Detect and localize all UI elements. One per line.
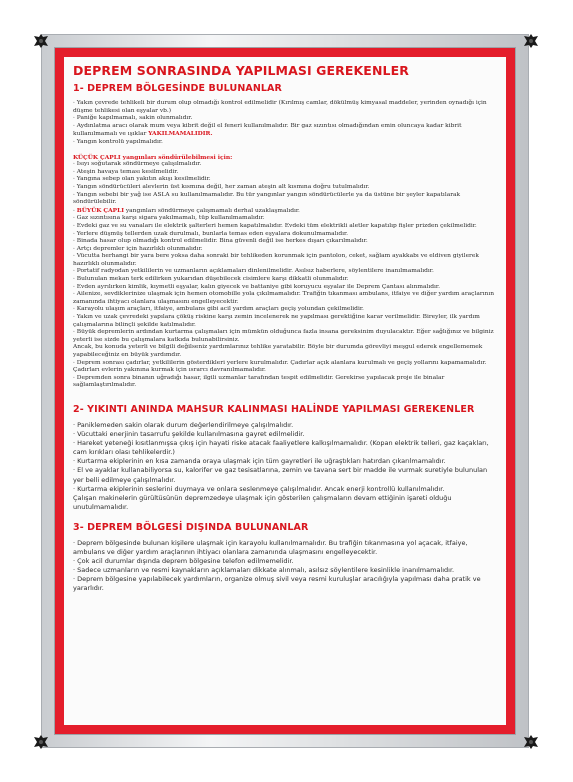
list-item: · Binada hasar olup olmadığı kontrol edilmelidir. Bina güvenli değil ise herkes dışarı çıkarılmalıdır. <box>73 238 368 245</box>
big-fire-label: BÜYÜK ÇAPLI <box>76 206 124 214</box>
section-3-list <box>73 539 498 594</box>
list-item: · Portatif radyodan yetkililerin ve uzmanların açıklamaları dinlenilmelidir. Asılsız haberlere, söylentilere inanılmamalıdır. <box>73 268 434 275</box>
section-2-title: 2- YIKINTI ANINDA MAHSUR KALINMASI HALİNDE YAPILMASI GEREKENLER <box>73 403 475 415</box>
list-item: · Kurtarma ekiplerinin seslerini duymaya ve onlara seslenmeye çalışılmalıdır. Ancak enerji kontrollü kullanılmalıdır. <box>73 484 445 493</box>
list-item: · Yangın söndürücüleri alevlerin üst kısmına değil, her zaman ateşin alt kısmına doğru tutulmalıdır. <box>73 183 370 190</box>
list-item: · Yangın kontrolü yapılmalıdır. <box>73 138 163 145</box>
list-item: · Bulunulan mekan terk edilirken yukarıdan düşebilecek cisimlere karşı dikkatli olunmalıdır. <box>73 276 349 283</box>
list-item: Çalışan makinelerin gürültüsünün depremzedeye ulaşmak için gösterilen çalışmaların devam ettiğinin işareti olduğu unutulmamalıdır. <box>73 493 452 511</box>
list-item: · Büyük depremlerin ardından kurtarma çalışmaları için mümkün olduğunca fazla insana gereksinim duyulacaktır. Eğer sağlığınız ve bilginiz yeterli ise sizde bu çalışmalara katkıda bulunabilirsiniz. <box>73 329 494 343</box>
section-1-list-a <box>73 100 498 147</box>
section-1-title: 1- DEPREM BÖLGESİNDE BULUNANLAR <box>73 83 282 94</box>
frame-clip-icon <box>523 734 539 750</box>
list-item: · Deprem bölgesine yapılabilecek yardımların, organize olmuş sivil veya resmi kuruluşlar aracılığıyla yapılması daha pratik ve yararlıdır. <box>73 575 481 593</box>
list-item: · BÜYÜK ÇAPLI yangınları söndürmeye çalışmamalı derhal uzaklaşmalıdır. <box>73 206 300 214</box>
list-item: · Evdeki gaz ve su vanaları ile elektrik şalterleri hemen kapatılmalıdır. Evdeki tüm elektrikli aletler kapatılıp fişler prizden çekilmelidir. <box>73 222 477 229</box>
list-item: · Vücuttaki enerjinin tasarrufu şekilde kullanılmasına gayret edilmelidir. <box>73 430 305 439</box>
list-item: · Kurtarma ekiplerinin en kısa zamanda oraya ulaşmak için tüm gayretleri ile uğraştıkları hatırdan çıkarılmamalıdır. <box>73 457 446 466</box>
warning-text: YAKILMAMALIDIR. <box>148 130 213 138</box>
list-item: · Ailenize, sevdiklerinize ulaşmak için hemen otomobille yola çıkılmamalıdır. Trafiğin tıkanması ambulans, itfaiye ve diğer yardım araçlarının zamanında ihtiyacı olanlara ulaşmasını engelleyecektir. <box>73 291 495 305</box>
list-item-text: · Aydınlatma aracı olarak mum veya kibrit değil el feneri kullanılmalıdır. Bir gaz sızıntısı olmadığından emin oluncaya kadar kibrit kullanılmamalı ve ışıklar <box>73 122 462 138</box>
page-title: DEPREM SONRASINDA YAPILMASI GEREKENLER <box>73 63 409 78</box>
list-item: · Deprem bölgesinde bulunan kişilere ulaşmak için karayolu kullanılmamalıdır. Bu trafiğin tıkanmasına yol açacak, itfaiye, ambulans ve diğer yardım araçlarının ihtiyacı olanlara zamanında ulaşmasını engelleyecektir. <box>73 538 468 556</box>
list-item: · Ateşin havaya teması kesilmelidir. <box>73 168 179 175</box>
poster-frame <box>41 34 529 748</box>
list-item: · Evden ayrılırken kimlik, kıymetli eşyalar, kalın giyecek ve battaniye gibi koruyucu eşyalar ile Deprem Çantası alınmalıdır. <box>73 283 440 290</box>
section-3-title: 3- DEPREM BÖLGESİ DIŞINDA BULUNANLAR <box>73 521 309 533</box>
list-item: · Deprem sonrası çadırlar, yetkililerin gösterdikleri yerlere kurulmalıdır. Çadırlar açık alanlara kurulmalı ve geçiş yollarını kapamamalıdır. Çadırları evlerin yakınına kurmak için ısrarcı davranılmamalıdır. <box>73 359 487 374</box>
red-border <box>55 48 515 734</box>
frame-clip-icon <box>33 33 49 49</box>
list-item: · Gaz sızıntısına karşı sigara yakılmamalı, tüp kullanılmamalıdır. <box>73 215 265 222</box>
frame-clip-icon <box>523 33 539 49</box>
list-item: · Vücutta herhangi bir yara bere yoksa daha sonraki bir tehlikeden korunmak için pantolon, ceket, sağlam ayakkabı ve eldiven giyilerek hazırlıklı olunmalıdır. <box>73 253 479 267</box>
list-item: · Paniğe kapılmamalı, sakin olunmalıdır. <box>73 115 193 122</box>
section-2-list <box>73 421 498 512</box>
frame-clip-icon <box>33 734 49 750</box>
list-item: · Yangın sebebi bir yağ ise ASLA su kullanılmamalıdır. Bu tür yangınlar yangın söndürücülerle ya da üstüne bir şeyler kapatılarak söndürülebilir. <box>73 191 461 206</box>
list-item: · Yangına sebep olan yakıtın akışı kesilmelidir. <box>73 176 211 183</box>
list-item-text: yangınları söndürmeye çalışmamalı derhal uzaklaşmalıdır. <box>123 207 300 214</box>
list-item: · Yakın ve uzak çevredeki yapılara çöküş riskine karşı zemin incelenerek ne yapılması gerektiğine karar verilmelidir. Bireyler, ilk yardım çalışmalarına bilinçli şekilde katılmalıdır. <box>73 314 480 328</box>
list-item: · Sadece uzmanların ve resmi kaynakların açıklamaları dikkate alınmalı, asılsız söylentilere kesinlikle inanılmamalıdır. <box>73 566 455 575</box>
list-item <box>73 123 498 139</box>
section-1-list-b <box>73 154 498 390</box>
list-item: · Isıyı soğutarak söndürmeye çalışılmalıdır. <box>73 161 202 168</box>
list-item: · Yakın çevrede tehlikeli bir durum olup olmadığı kontrol edilmelidir (Kırılmış camlar, dökülmüş kimyasal maddeler, yerinden oynadığı için düşme tehlikesi olan eşyalar vb.) <box>73 100 487 114</box>
poster-content <box>73 63 498 593</box>
list-item: · Paniklemeden sakin olarak durum değerlendirilmeye çalışılmalıdır. <box>73 420 294 429</box>
list-item: · Depremden sonra binanın uğradığı hasar, ilgili uzmanlar tarafından tespit edilmelidir. Gerekirse yapılacak proje ile binalar sağlamlaştırılmalıdır. <box>73 374 445 389</box>
list-item: · Karayolu ulaşım araçları, itfaiye, ambulans gibi acil yardım araçları geçiş yolundan çekilmelidir. <box>73 306 364 313</box>
list-item: · El ve ayaklar kullanabiliyorsa su, kalorifer ve gaz tesisatlarına, zemin ve tavana sert bir madde ile vurmak suretiyle bulunulan yer belli edilmeye çalışılmalıdır. <box>73 466 488 484</box>
list-item: · Yerlere düşmüş tellerden uzak durulmalı, bunlarla temas eden eşyalara dokunulmamalıdır. <box>73 230 349 237</box>
small-fire-subheading: KÜÇÜK ÇAPLI yangınları söndürülebilmesi için: <box>73 153 233 161</box>
list-item: · Artçı depremler için hazırlıklı olunmalıdır. <box>73 245 203 252</box>
list-item: Ancak, bu konuda yeterli ve bilgili değilseniz yardımlarınız tehlike yaratabilir. Böyle bir durumda görevliyi meşgul ederek engellememek yapabileceğiniz en büyük yardımdır. <box>73 344 483 358</box>
list-item: · Çok acil durumlar dışında deprem bölgesine telefon edilmemelidir. <box>73 557 294 566</box>
poster-paper <box>64 57 506 725</box>
list-item: · Hareket yeteneği kısıtlanmışsa çıkış için hayati riske atacak faaliyetlere kalkışılmamalıdır. (Kopan elektrik telleri, gaz kaçakları, cam kırıkları olası tehlikelerdir.) <box>73 439 489 457</box>
